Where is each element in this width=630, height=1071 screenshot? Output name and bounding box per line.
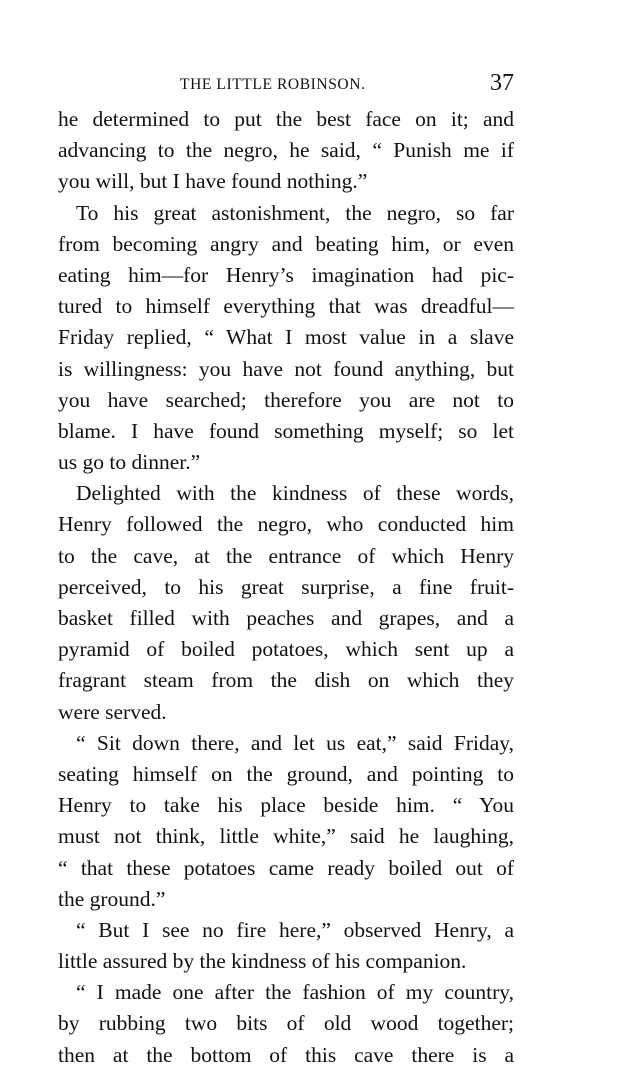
text-line: pyramid of boiled potatoes, which sent up a: [58, 637, 514, 662]
text-line: he determined to put the best face on it; and: [58, 107, 514, 131]
text-line: “ But I see no fire here,” observed Henry, a: [76, 917, 514, 942]
text-line: “ Sit down there, and let us eat,” said Friday,: [76, 730, 514, 755]
text-line: you will, but I have found nothing.”: [58, 169, 368, 194]
text-line: blame. I have found something myself; so let: [58, 418, 514, 443]
page-number: 37: [490, 70, 514, 96]
text-line: tured to himself everything that was dreadful—: [58, 294, 514, 319]
text-line: seating himself on the ground, and pointing to: [58, 761, 514, 786]
text-line: from becoming angry and beating him, or even: [58, 231, 514, 256]
text-line: advancing to the negro, he said, “ Punish me if: [58, 138, 514, 163]
text-line: Henry to take his place beside him. “ You: [58, 793, 514, 818]
text-line: were served.: [58, 699, 167, 724]
text-line: basket filled with peaches and grapes, and a: [58, 606, 514, 630]
text-line: Delighted with the kindness of these words,: [76, 481, 514, 506]
text-line: you have searched; therefore you are not to: [58, 387, 514, 412]
body-text: [58, 104, 514, 1071]
text-line: the ground.”: [58, 886, 166, 911]
text-line: To his great astonishment, the negro, so far: [76, 200, 514, 225]
text-line: eating him—for Henry’s imagination had pic-: [58, 262, 514, 287]
text-line: Friday replied, “ What I most value in a slave: [58, 325, 514, 350]
text-line: by rubbing two bits of old wood together;: [58, 1011, 514, 1036]
text-line: then at the bottom of this cave there is a: [58, 1042, 514, 1067]
text-line: is willingness: you have not found anything, but: [58, 356, 514, 381]
text-line: must not think, little white,” said he laughing,: [58, 824, 514, 849]
text-line: fragrant steam from the dish on which they: [58, 668, 514, 693]
text-line: perceived, to his great surprise, a fine fruit-: [58, 574, 514, 599]
text-line: us go to dinner.”: [58, 450, 201, 475]
text-line: “ that these potatoes came ready boiled out of: [58, 855, 514, 880]
text-line: “ I made one after the fashion of my country,: [76, 980, 514, 1005]
running-title: THE LITTLE ROBINSON.: [180, 76, 366, 93]
running-head: [58, 72, 514, 100]
text-line: Henry followed the negro, who conducted him: [58, 512, 514, 537]
text-line: little assured by the kindness of his companion.: [58, 949, 467, 974]
text-line: to the cave, at the entrance of which Henry: [58, 543, 514, 568]
